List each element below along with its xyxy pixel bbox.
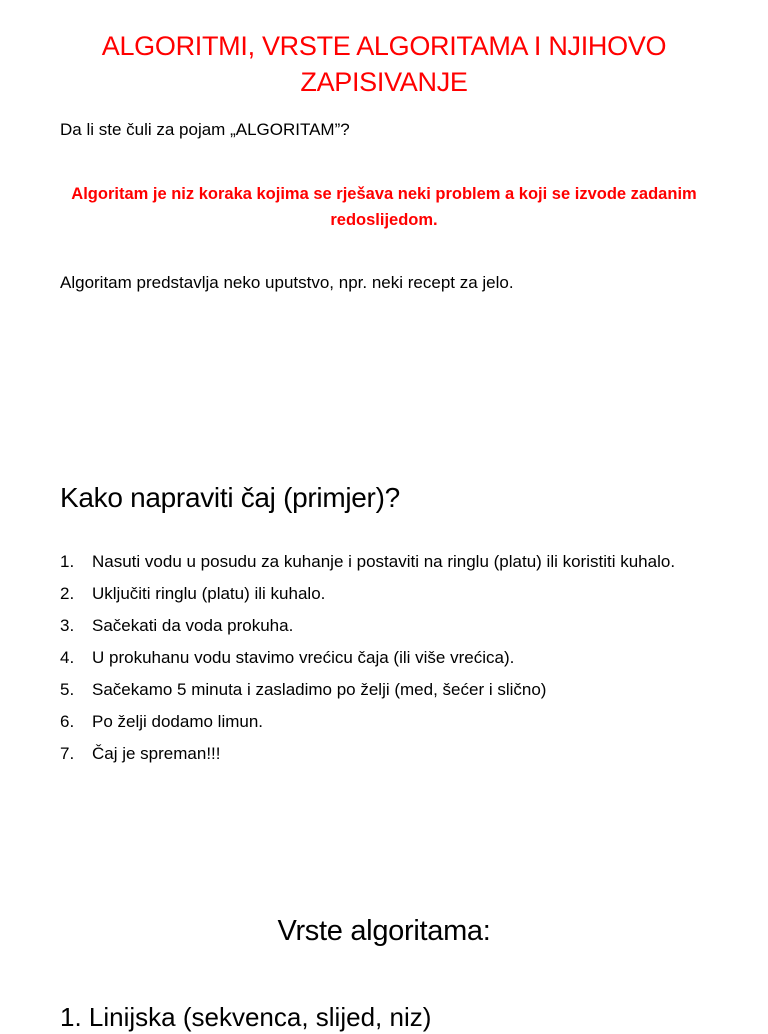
- algorithm-definition: Algoritam je niz koraka kojima se rješava neki problem a koji se izvode zadanim redoslijedom.: [71, 185, 697, 229]
- step-text: U prokuhanu vodu stavimo vrećicu čaja (ili više vrećica).: [92, 648, 515, 667]
- types-heading: Vrste algoritama:: [277, 915, 491, 947]
- step-number: 5.: [60, 680, 75, 699]
- step-number: 6.: [60, 712, 75, 731]
- list-item: [60, 742, 700, 766]
- step-text: Sačekati da voda prokuha.: [92, 616, 294, 635]
- step-text: Čaj je spreman!!!: [92, 744, 221, 763]
- page-title: ALGORITMI, VRSTE ALGORITAMA I NJIHOVO ZAPISIVANJE: [101, 31, 667, 97]
- step-number: 3.: [60, 616, 75, 635]
- list-item: [60, 614, 700, 638]
- step-text: Sačekamo 5 minuta i zasladimo po želji (med, šećer i slično): [92, 680, 547, 699]
- step-number: 2.: [60, 584, 75, 603]
- step-text: Uključiti ringlu (platu) ili kuhalo.: [92, 584, 326, 603]
- list-item: [60, 710, 700, 734]
- first-algorithm-type: 1. Linijska (sekvenca, slijed, niz): [60, 1002, 432, 1032]
- step-text: Nasuti vodu u posudu za kuhanje i postaviti na ringlu (platu) ili koristiti kuhalo.: [92, 552, 676, 571]
- tea-steps-list: [60, 550, 700, 774]
- step-number: 1.: [60, 552, 75, 571]
- list-item: [60, 550, 700, 574]
- list-item: [60, 646, 700, 670]
- step-number: 7.: [60, 744, 75, 763]
- list-item: [60, 678, 700, 702]
- list-item: [60, 582, 700, 606]
- example-heading: Kako napraviti čaj (primjer)?: [60, 482, 400, 513]
- step-number: 4.: [60, 648, 75, 667]
- intro-question: Da li ste čuli za pojam „ALGORITAM”?: [60, 120, 350, 139]
- algorithm-explanation: Algoritam predstavlja neko uputstvo, npr. neki recept za jelo.: [60, 273, 514, 292]
- step-text: Po želji dodamo limun.: [92, 712, 264, 731]
